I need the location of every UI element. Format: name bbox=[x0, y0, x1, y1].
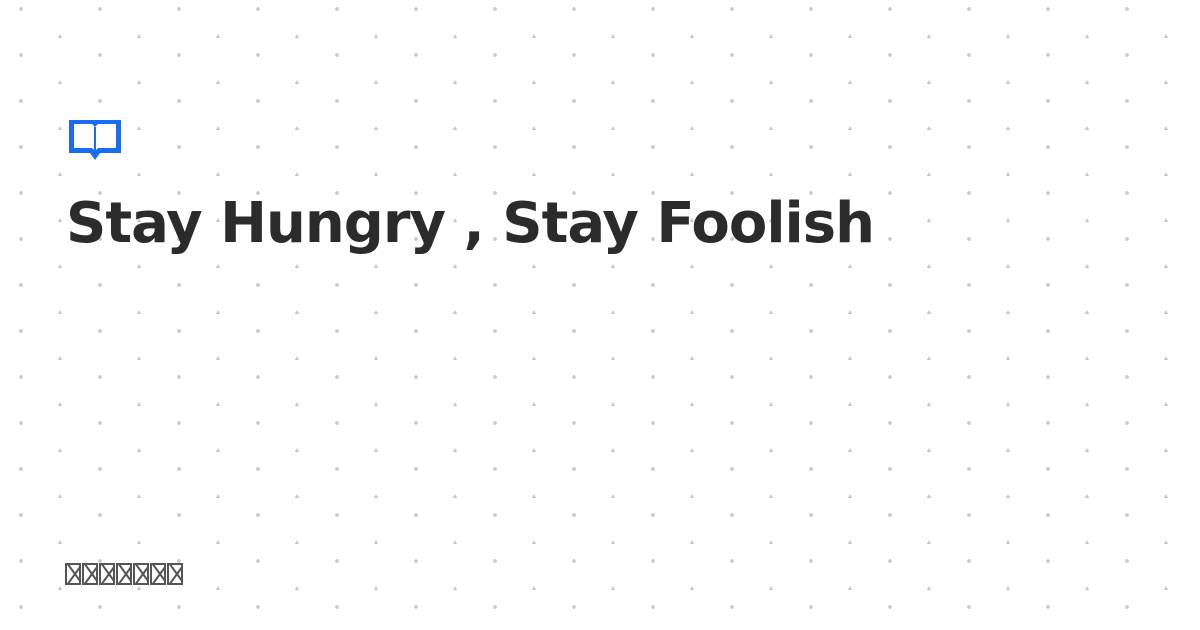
missing-glyph-box bbox=[133, 563, 149, 585]
author-name bbox=[65, 563, 183, 587]
missing-glyph-box bbox=[99, 563, 115, 585]
missing-glyph-box bbox=[65, 563, 81, 585]
missing-glyph-box bbox=[150, 563, 166, 585]
missing-glyph-box bbox=[82, 563, 98, 585]
open-book-icon bbox=[68, 119, 122, 161]
missing-glyph-box bbox=[116, 563, 132, 585]
post-title: Stay Hungry , Stay Foolish bbox=[66, 191, 874, 256]
missing-glyph-box bbox=[167, 563, 183, 585]
